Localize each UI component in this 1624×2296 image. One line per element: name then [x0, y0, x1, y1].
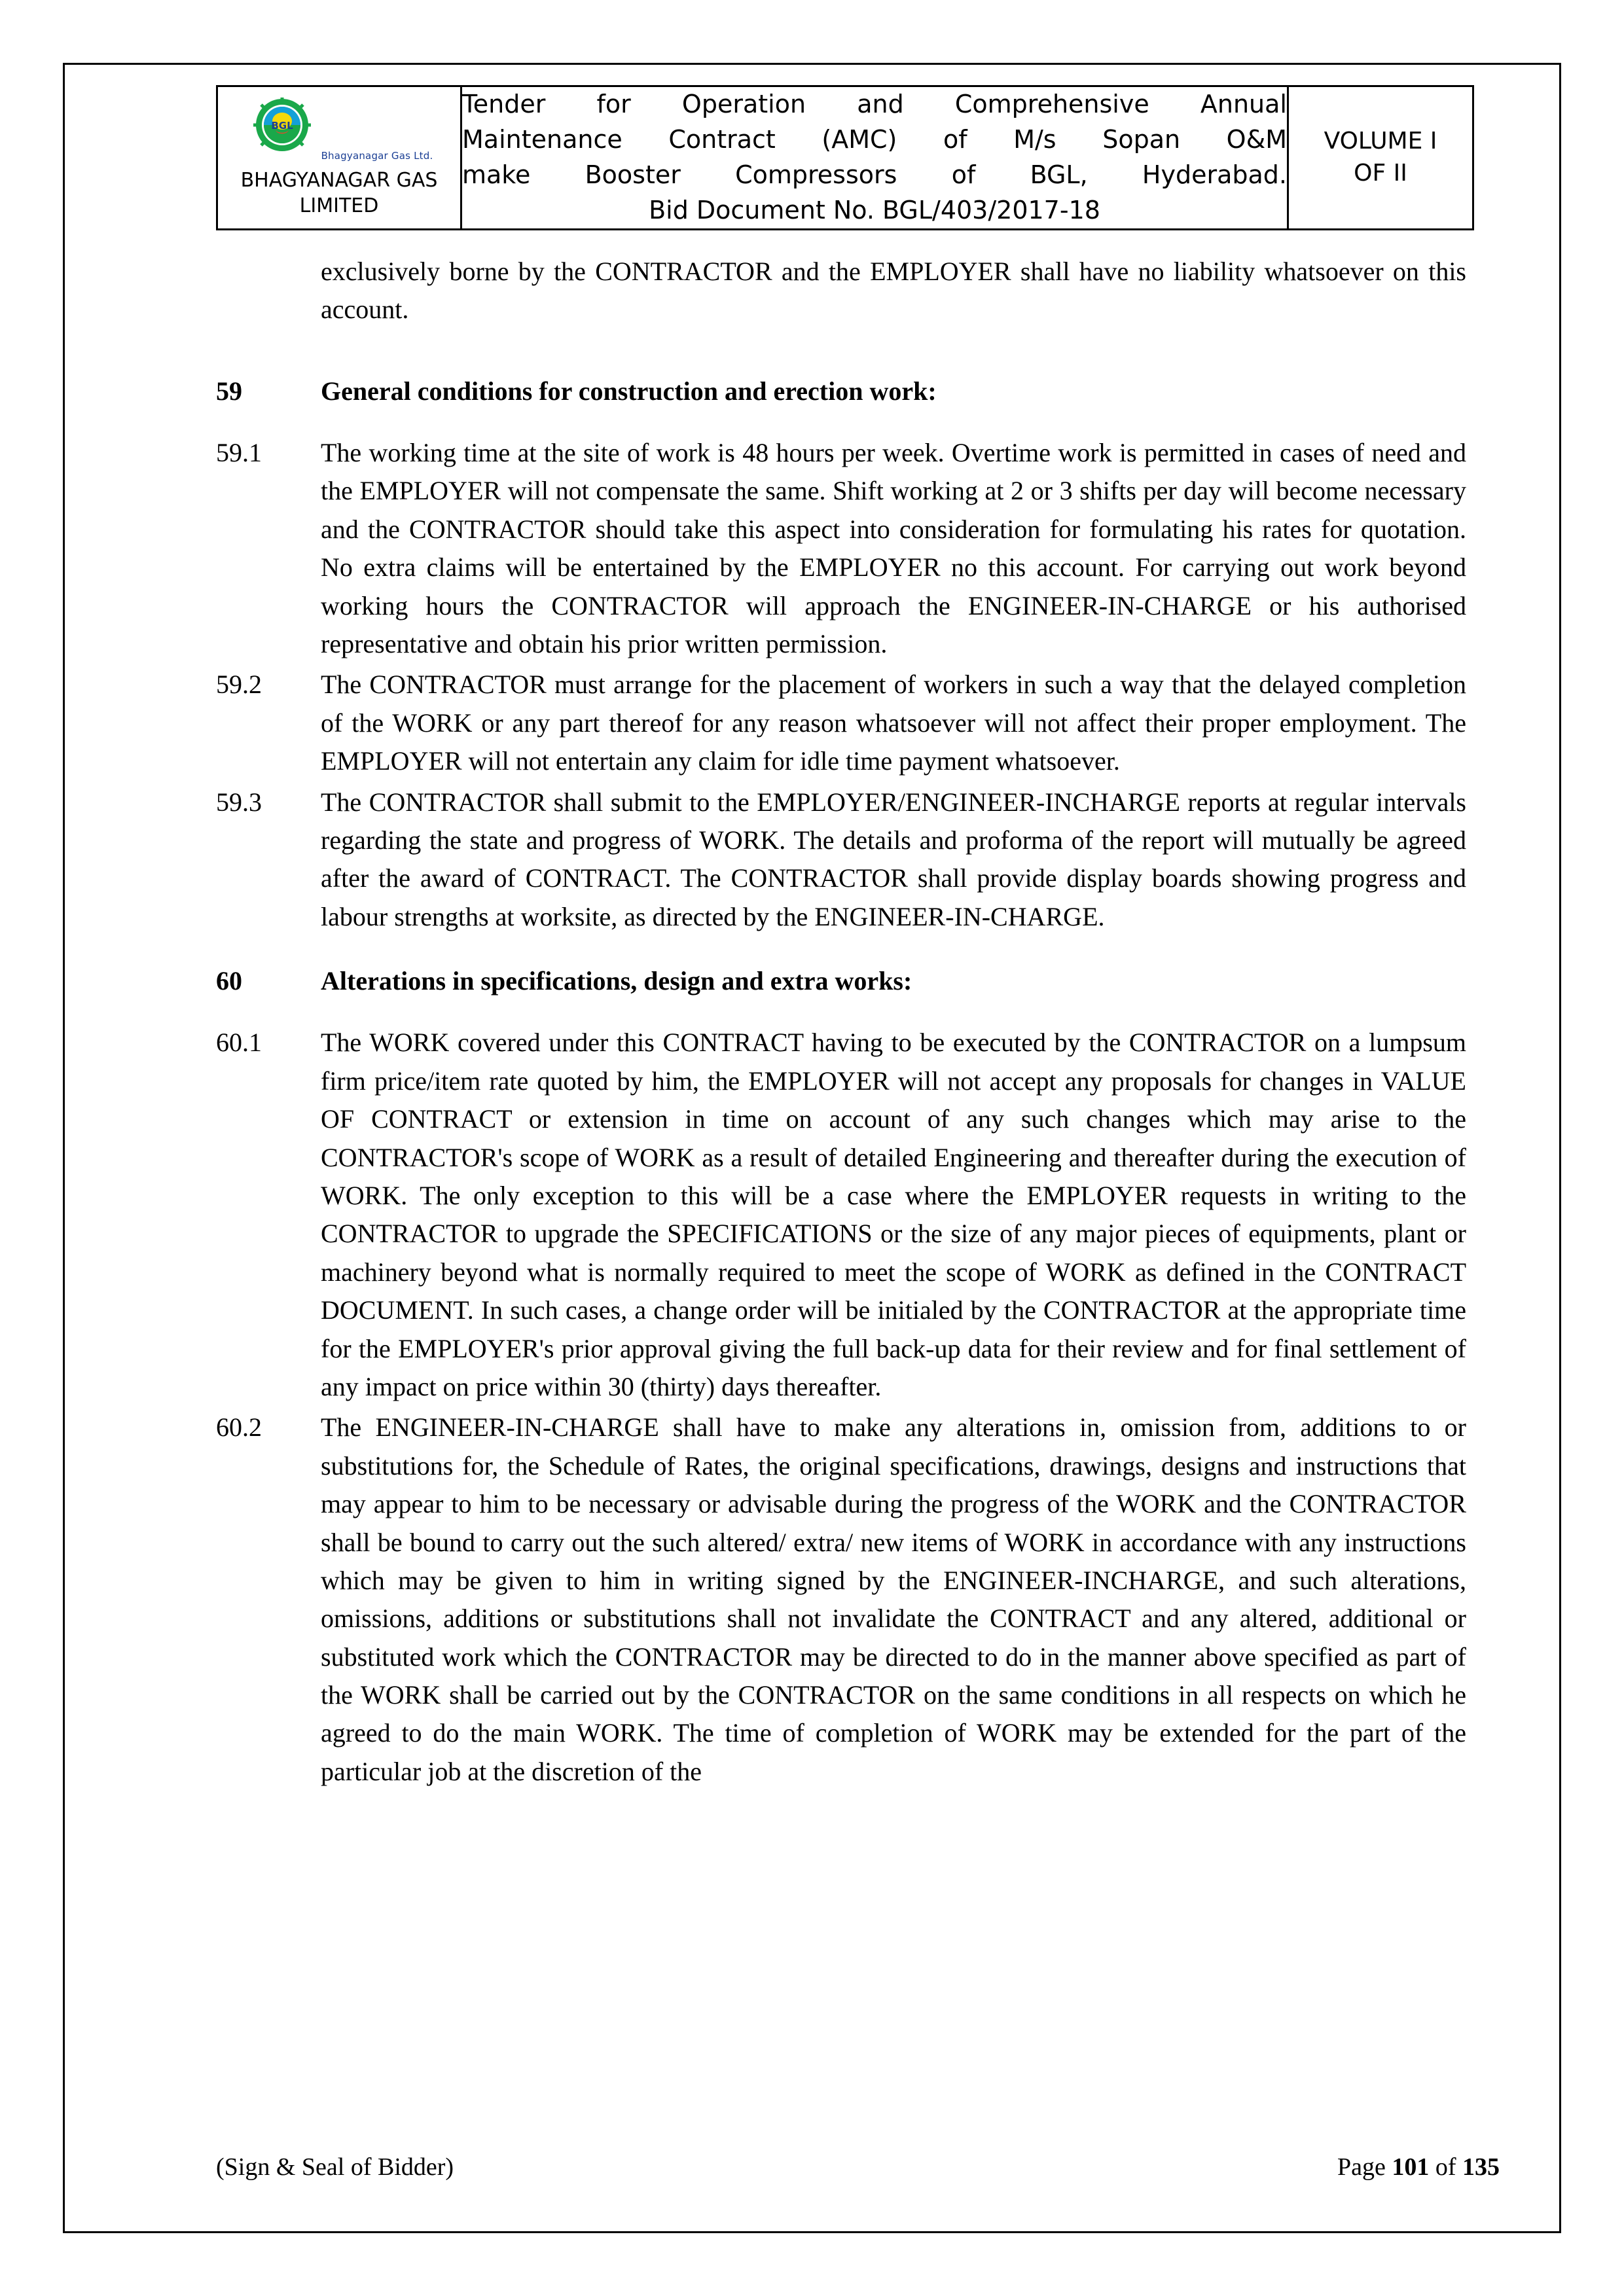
page-footer: [216, 2153, 1500, 2181]
clause-59-3: [216, 783, 1466, 937]
header-volume-cell: [1288, 86, 1473, 230]
company-name-line2: LIMITED: [299, 194, 379, 218]
volume-line-2: OF II: [1354, 159, 1407, 187]
clause-59-2: [216, 666, 1466, 780]
svg-text:BGL: BGL: [270, 120, 293, 132]
clause-number-59-3: 59.3: [216, 787, 262, 817]
lead-paragraph: exclusively borne by the CONTRACTOR and the EMPLOYER shall have no liability whatsoever on this account.: [321, 256, 1466, 325]
section-title-60: Alterations in specifications, design and extra works:: [321, 966, 912, 996]
company-name-line1: BHAGYANAGAR GAS: [240, 169, 438, 192]
clause-text-59-2: The CONTRACTOR must arrange for the placement of workers in such a way that the delayed completion of the WORK or any part thereof for any reason whatsoever will not affect their proper employment. The EMPLOYER will not entertain any claim for idle time payment whatsoever.: [321, 670, 1466, 776]
footer-signature-label: (Sign & Seal of Bidder): [216, 2153, 454, 2181]
company-logo: [218, 96, 460, 162]
footer-page-number: 101: [1392, 2153, 1430, 2181]
clause-text-59-1: The working time at the site of work is 48 hours per week. Overtime work is permitted in cases of need and the EMPLOYER will not compensate the same. Shift working at 2 or 3 shifts per day will become necessary and the CONTRACTOR should take this aspect into consideration for formulating his rates for quotation. No extra claims will be entertained by the EMPLOYER no this account. For carrying out work beyond working hours the CONTRACTOR will approach the ENGINEER-IN-CHARGE or his authorised representative and obtain his prior written permission.: [321, 437, 1466, 658]
section-title-59: General conditions for construction and erection work:: [321, 376, 937, 406]
footer-page-mid: of: [1429, 2153, 1462, 2181]
header-title-line-1: Tender for Operation and Comprehensive Annual: [462, 90, 1287, 118]
header-bid-document-number: Bid Document No. BGL/403/2017-18: [649, 195, 1100, 224]
header-title-line-3: make Booster Compressors of BGL, Hyderabad.: [462, 160, 1287, 189]
header-logo-cell: [217, 86, 461, 230]
footer-page-total: 135: [1462, 2153, 1500, 2181]
document-body: [216, 253, 1466, 1791]
clause-number-59-1: 59.1: [216, 437, 262, 467]
clause-59-1: [216, 434, 1466, 663]
logo-brand-text: Bhagyanagar Gas Ltd.: [321, 150, 433, 162]
clause-text-60-1: The WORK covered under this CONTRACT having to be executed by the CONTRACTOR on a lumpsum firm price/item rate quoted by him, the EMPLOYER will not accept any proposals for changes in VALUE OF CONTRACT or extension in time on account of any such changes which may arise to the CONTRACTOR's scope of WORK as a result of detailed Engineering and thereafter during the execution of WORK. The only exception to this will be a case where the EMPLOYER requests in writing to the CONTRACTOR to upgrade the SPECIFICATIONS or the size of any major pieces of equipments, plant or machinery beyond what is normally required to meet the scope of WORK as defined in the CONTRACT DOCUMENT. In such cases, a change order will be initialed by the CONTRACTOR at the appropriate time for the EMPLOYER's prior approval giving the full back-up data for their review and for final settlement of any impact on price within 30 (thirty) days thereafter.: [321, 1028, 1466, 1401]
clause-text-60-2: The ENGINEER-IN-CHARGE shall have to make any alterations in, omission from, additions to or substitutions for, the Schedule of Rates, the original specifications, drawings, designs and instructions that may appear to him to be necessary or advisable during the progress of the WORK and the CONTRACTOR shall be bound to carry out the such altered/ extra/ new items of WORK in accordance with any instructions which may be given to him in writing signed by the ENGINEER-INCHARGE, and such alterations, omissions, additions or substitutions shall not invalidate the CONTRACT and any altered, additional or substituted work which the CONTRACTOR may be directed to do in the manner above specified as part of the WORK shall be carried out by the CONTRACTOR on the same conditions in all respects on which he agreed to do the main WORK. The time of completion of WORK may be extended for the part of the particular job at the discretion of the: [321, 1412, 1466, 1786]
footer-page-prefix: Page: [1337, 2153, 1392, 2181]
clause-60-2: [216, 1408, 1466, 1791]
clause-number-60-1: 60.1: [216, 1028, 262, 1058]
section-heading-59: [216, 372, 1466, 410]
section-number-60: 60: [216, 966, 242, 996]
header-row: [217, 86, 1473, 230]
clause-number-59-2: 59.2: [216, 670, 262, 700]
section-heading-60: [216, 962, 1466, 1000]
document-header-table: [216, 85, 1474, 230]
clause-60-1: [216, 1024, 1466, 1406]
section-number-59: 59: [216, 376, 242, 406]
header-title-cell: [461, 86, 1288, 230]
clause-number-60-2: 60.2: [216, 1412, 262, 1443]
clause-text-59-3: The CONTRACTOR shall submit to the EMPLOYER/ENGINEER-INCHARGE reports at regular intervals regarding the state and progress of WORK. The details and proforma of the report will mutually be agreed after the award of CONTRACT. The CONTRACTOR shall provide display boards showing progress and labour strengths at worksite, as directed by the ENGINEER-IN-CHARGE.: [321, 787, 1466, 931]
header-title-line-2: Maintenance Contract (AMC) of M/s Sopan O&M: [462, 124, 1287, 154]
page-content: [216, 85, 1466, 1793]
volume-line-1: VOLUME I: [1324, 128, 1437, 155]
bgl-logo-icon: [245, 96, 319, 159]
footer-page-indicator: [1337, 2153, 1500, 2181]
